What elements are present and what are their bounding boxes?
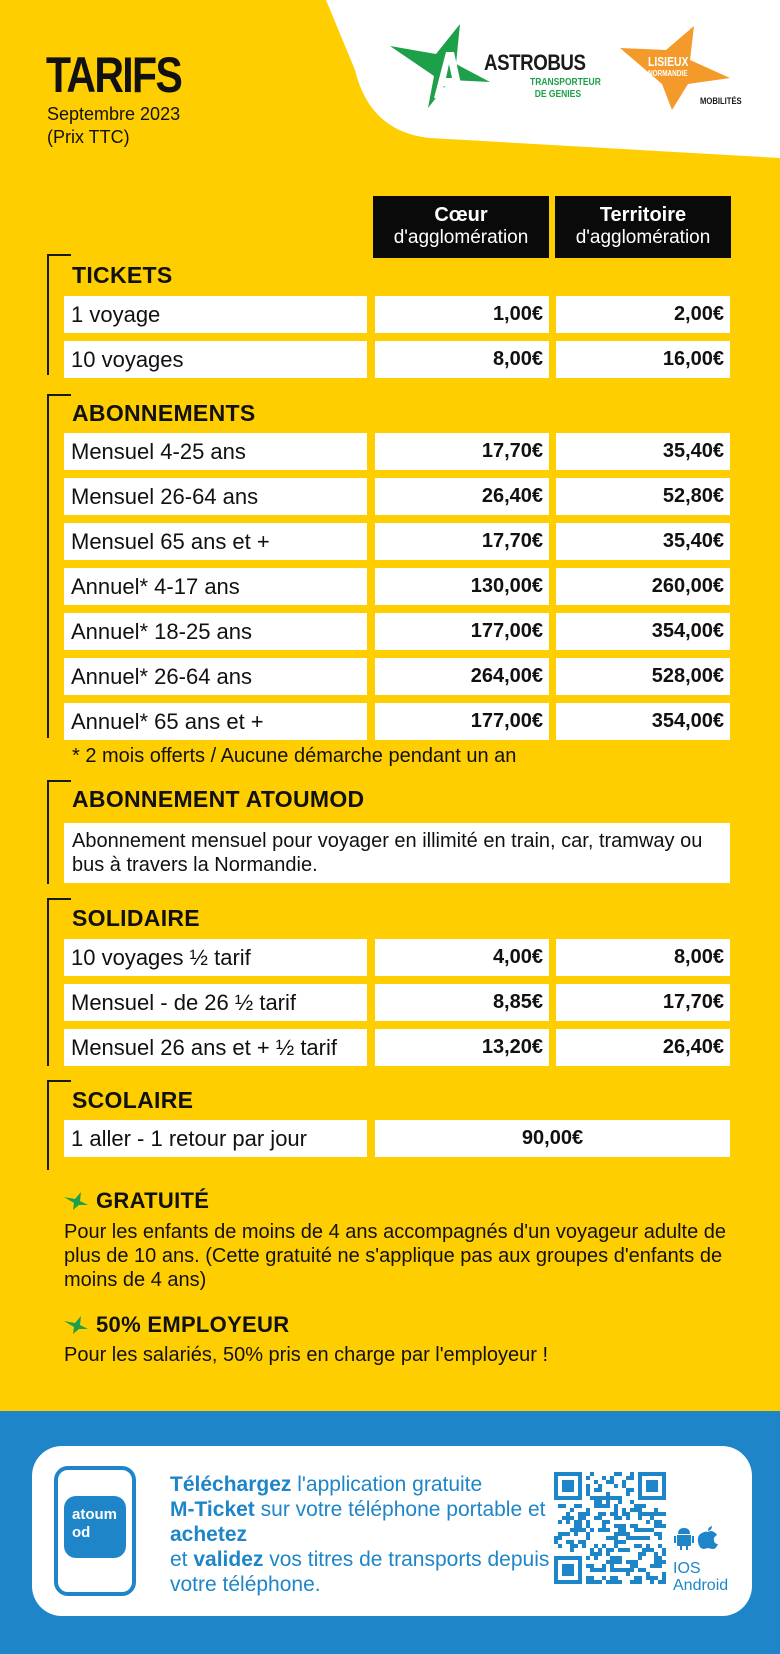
price-coeur: 264,00€ bbox=[375, 658, 549, 695]
price-territoire: 17,70€ bbox=[556, 984, 730, 1021]
row-label: Mensuel 26-64 ans bbox=[64, 478, 367, 515]
apple-icon bbox=[697, 1526, 719, 1550]
perk-title-gratuite bbox=[64, 1188, 209, 1214]
star-icon bbox=[64, 1192, 88, 1210]
column-coeur-subtitle: d'agglomération bbox=[393, 227, 529, 248]
row-label: Annuel* 26-64 ans bbox=[64, 658, 367, 695]
star-icon bbox=[64, 1316, 88, 1334]
promo-word-buy: achetez bbox=[170, 1523, 248, 1546]
footer-banner bbox=[0, 1411, 780, 1654]
promo-text-3: et bbox=[170, 1548, 194, 1571]
row-label: Annuel* 65 ans et + bbox=[64, 703, 367, 740]
android-label: Android bbox=[673, 1577, 729, 1594]
price-territoire: 528,00€ bbox=[556, 658, 730, 695]
price-coeur: 26,40€ bbox=[375, 478, 549, 515]
astrobus-star-icon bbox=[390, 24, 490, 110]
lisieux-line-1: LISIEUX bbox=[648, 54, 689, 69]
price-territoire: 2,00€ bbox=[556, 296, 730, 333]
price-coeur: 1,00€ bbox=[375, 296, 549, 333]
column-header-coeur bbox=[373, 196, 549, 258]
row-label: Mensuel - de 26 ½ tarif bbox=[64, 984, 367, 1021]
price-territoire: 354,00€ bbox=[556, 703, 730, 740]
promo-word-mticket: M-Ticket bbox=[170, 1498, 255, 1521]
astrobus-tagline-2: DE GENIES bbox=[534, 89, 581, 100]
row-label: 1 aller - 1 retour par jour bbox=[64, 1120, 367, 1157]
abonnements-footnote: * 2 mois offerts / Aucune démarche pendant un an bbox=[72, 745, 517, 767]
row-label: Mensuel 4-25 ans bbox=[64, 433, 367, 470]
lisieux-line-3: MOBILITÉS bbox=[700, 96, 742, 106]
price-territoire: 354,00€ bbox=[556, 613, 730, 650]
price-coeur: 8,85€ bbox=[375, 984, 549, 1021]
platform-icons bbox=[674, 1526, 719, 1550]
price-coeur: 17,70€ bbox=[375, 433, 549, 470]
astrobus-tagline-1: TRANSPORTEUR bbox=[530, 77, 601, 88]
price-territoire: 35,40€ bbox=[556, 433, 730, 470]
astrobus-logo bbox=[390, 24, 600, 110]
perk-gratuite-label: GRATUITÉ bbox=[96, 1188, 210, 1213]
price-coeur: 17,70€ bbox=[375, 523, 549, 560]
ios-label: IOS bbox=[673, 1560, 701, 1577]
column-header-territoire bbox=[555, 196, 731, 258]
price-coeur: 177,00€ bbox=[375, 613, 549, 650]
row-label: 10 voyages ½ tarif bbox=[64, 939, 367, 976]
section-title-abonnements: ABONNEMENTS bbox=[72, 400, 256, 426]
row-label: 1 voyage bbox=[64, 296, 367, 333]
page-subtitle bbox=[47, 103, 180, 149]
column-coeur-title: Cœur bbox=[434, 204, 488, 226]
column-territoire-title: Territoire bbox=[599, 204, 687, 226]
row-label: 10 voyages bbox=[64, 341, 367, 378]
row-label: Mensuel 26 ans et + ½ tarif bbox=[64, 1029, 367, 1066]
lisieux-logo bbox=[620, 26, 750, 112]
section-title-tickets: TICKETS bbox=[72, 262, 173, 288]
price-note: (Prix TTC) bbox=[47, 127, 130, 147]
promo-text-2: sur votre téléphone portable et bbox=[254, 1498, 546, 1521]
price-territoire: 52,80€ bbox=[556, 478, 730, 515]
perk-gratuite-text: Pour les enfants de moins de 4 ans accompagnés d'un voyageur adulte de plus de 10 ans. (Cette gratuité ne s'applique pas aux groupes d'enfants de moins de 4 ans) bbox=[64, 1221, 727, 1291]
section-title-solidaire: SOLIDAIRE bbox=[72, 905, 200, 931]
promo-word-validate: validez bbox=[193, 1548, 264, 1571]
platform-labels bbox=[673, 1560, 728, 1594]
atoumod-app-logo: atoumod bbox=[64, 1496, 126, 1558]
lisieux-line-2: NORMANDIE bbox=[648, 69, 688, 78]
perk-employeur-text: Pour les salariés, 50% pris en charge par l'employeur ! bbox=[64, 1344, 549, 1366]
qr-code-icon[interactable] bbox=[554, 1472, 666, 1584]
app-promo-text bbox=[170, 1472, 560, 1597]
phone-icon bbox=[54, 1466, 136, 1596]
promo-text-1: l'application gratuite bbox=[291, 1473, 483, 1496]
app-promo-card bbox=[32, 1446, 752, 1616]
promo-text-4: vos titres de transports depuis votre téléphone. bbox=[170, 1548, 550, 1596]
android-icon bbox=[674, 1526, 694, 1550]
astrobus-name: ASTROBUS bbox=[484, 50, 586, 75]
column-territoire-subtitle: d'agglomération bbox=[575, 227, 711, 248]
price-territoire: 26,40€ bbox=[556, 1029, 730, 1066]
row-label: Annuel* 18-25 ans bbox=[64, 613, 367, 650]
date-label: Septembre 2023 bbox=[47, 104, 181, 124]
price-scolaire: 90,00€ bbox=[375, 1120, 730, 1157]
section-title-atoumod: ABONNEMENT ATOUMOD bbox=[72, 786, 365, 812]
price-territoire: 16,00€ bbox=[556, 341, 730, 378]
price-territoire: 8,00€ bbox=[556, 939, 730, 976]
section-title-scolaire: SCOLAIRE bbox=[72, 1087, 194, 1113]
astrobus-tagline bbox=[530, 77, 601, 101]
price-coeur: 13,20€ bbox=[375, 1029, 549, 1066]
price-coeur: 130,00€ bbox=[375, 568, 549, 605]
perk-title-employeur bbox=[64, 1312, 289, 1338]
row-label: Annuel* 4-17 ans bbox=[64, 568, 367, 605]
atoumod-description: Abonnement mensuel pour voyager en illimité en train, car, tramway ou bus à travers la Normandie. bbox=[64, 823, 730, 883]
price-coeur: 8,00€ bbox=[375, 341, 549, 378]
price-coeur: 177,00€ bbox=[375, 703, 549, 740]
price-territoire: 35,40€ bbox=[556, 523, 730, 560]
page-title: TARIFS bbox=[46, 47, 182, 103]
price-coeur: 4,00€ bbox=[375, 939, 549, 976]
promo-word-download: Téléchargez bbox=[170, 1473, 292, 1496]
price-territoire: 260,00€ bbox=[556, 568, 730, 605]
row-label: Mensuel 65 ans et + bbox=[64, 523, 367, 560]
perk-employeur-label: 50% EMPLOYEUR bbox=[96, 1312, 290, 1337]
